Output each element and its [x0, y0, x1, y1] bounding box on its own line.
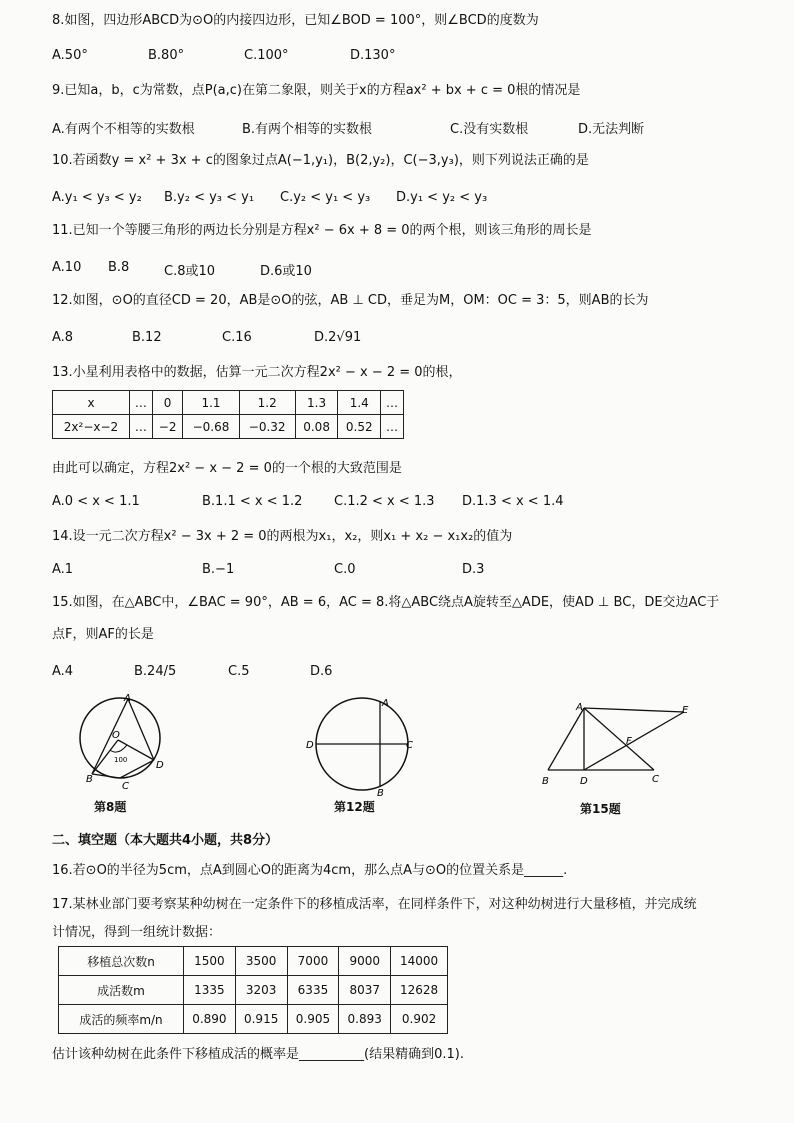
q13-table — [52, 390, 404, 439]
table-row — [53, 415, 404, 439]
q8-option-c: C.100° — [244, 48, 289, 63]
table-cell: 1500 — [184, 947, 236, 976]
q15-option-d: D.6 — [310, 664, 333, 679]
table-cell: 3203 — [235, 976, 287, 1005]
table-cell: 9000 — [339, 947, 391, 976]
table-cell: … — [381, 391, 404, 415]
q14-option-a: A.1 — [52, 562, 74, 577]
table-cell: 成活的频率m/n — [59, 1005, 184, 1034]
fig15-label-c: C — [652, 774, 659, 785]
q11-option-a: A.10 — [52, 260, 82, 275]
q8-option-a: A.50° — [52, 48, 88, 63]
q14-option-d: D.3 — [462, 562, 485, 577]
q8-option-d: D.130° — [350, 48, 396, 63]
q10-option-d: D.y₁ < y₂ < y₃ — [396, 190, 488, 205]
fig15-label-f: F — [626, 736, 632, 747]
table-cell: 0 — [152, 391, 183, 415]
q11-stem: 11.已知一个等腰三角形的两边长分别是方程x² − 6x + 8 = 0的两个根，则该三角形的周长是 — [52, 223, 592, 238]
q10-option-c: C.y₂ < y₁ < y₃ — [280, 190, 371, 205]
q9-option-b: B.有两个相等的实数根 — [242, 122, 373, 137]
table-cell: 0.915 — [235, 1005, 287, 1034]
q10-option-b: B.y₂ < y₃ < y₁ — [164, 190, 255, 205]
table-cell: −0.68 — [183, 415, 239, 439]
table-cell: 0.890 — [184, 1005, 236, 1034]
fig8-label-a: A — [124, 693, 131, 704]
q13-option-d: D.1.3 < x < 1.4 — [462, 494, 564, 509]
table-cell: 3500 — [235, 947, 287, 976]
q11-option-d: D.6或10 — [260, 264, 312, 279]
figure-15-caption: 第15题 — [580, 802, 621, 816]
table-cell: 1335 — [184, 976, 236, 1005]
fig15-label-b: B — [542, 776, 549, 787]
q17-after: 估计该种幼树在此条件下移植成活的概率是__________(结果精确到0.1). — [52, 1047, 464, 1062]
q9-stem: 9.已知a，b，c为常数，点P(a,c)在第二象限，则关于x的方程ax² + bx + c = 0根的情况是 — [52, 83, 581, 98]
q15-stem-line2: 点F，则AF的长是 — [52, 627, 154, 642]
q9-option-d: D.无法判断 — [578, 122, 645, 137]
q11-option-c: C.8或10 — [164, 264, 216, 279]
q13-option-a: A.0 < x < 1.1 — [52, 494, 140, 509]
q13-option-b: B.1.1 < x < 1.2 — [202, 494, 303, 509]
q12-stem: 12.如图，⊙O的直径CD = 20，AB是⊙O的弦，AB ⊥ CD，垂足为M，OM：OC = 3：5，则AB的长为 — [52, 293, 649, 308]
table-row — [59, 1005, 448, 1034]
fig8-label-d: D — [156, 760, 164, 771]
q8-stem: 8.如图，四边形ABCD为⊙O的内接四边形，已知∠BOD = 100°，则∠BCD的度数为 — [52, 13, 539, 28]
fig12-label-a: A — [382, 698, 389, 709]
table-cell: 1.4 — [338, 391, 381, 415]
q10-stem: 10.若函数y = x² + 3x + c的图象过点A(−1,y₁)，B(2,y₂)，C(−3,y₃)，则下列说法正确的是 — [52, 153, 589, 168]
table-cell: … — [130, 415, 153, 439]
fig8-label-angle: 100 — [114, 756, 128, 764]
fig8-label-o: O — [112, 730, 120, 741]
figure-12-caption: 第12题 — [334, 800, 375, 814]
table-cell: 12628 — [391, 976, 448, 1005]
fig15-label-d: D — [580, 776, 588, 787]
fig12-label-c: C — [406, 740, 413, 751]
table-cell: 8037 — [339, 976, 391, 1005]
q12-option-c: C.16 — [222, 330, 252, 345]
figure-8 — [70, 690, 180, 790]
table-cell: 1.3 — [295, 391, 338, 415]
table-row — [53, 391, 404, 415]
q15-option-b: B.24/5 — [134, 664, 177, 679]
q13-option-c: C.1.2 < x < 1.3 — [334, 494, 435, 509]
q17-stem-line1: 17.某林业部门要考察某种幼树在一定条件下的移植成活率，在同样条件下，对这种幼树进行大量移植，并完成统 — [52, 897, 697, 912]
fig8-label-b: B — [86, 774, 93, 785]
q8-option-b: B.80° — [148, 48, 185, 63]
fig8-label-c: C — [122, 781, 129, 790]
q10-option-a: A.y₁ < y₃ < y₂ — [52, 190, 142, 205]
table-cell: 0.893 — [339, 1005, 391, 1034]
q12-option-b: B.12 — [132, 330, 162, 345]
table-cell: 2x²−x−2 — [53, 415, 130, 439]
table-cell: x — [53, 391, 130, 415]
section-2-heading: 二、填空题（本大题共4小题，共8分） — [52, 833, 279, 848]
table-cell: 6335 — [287, 976, 339, 1005]
q13-stem: 13.小星利用表格中的数据，估算一元二次方程2x² − x − 2 = 0的根， — [52, 365, 462, 380]
table-cell: −0.32 — [239, 415, 295, 439]
table-cell: … — [381, 415, 404, 439]
q15-stem-line1: 15.如图，在△ABC中，∠BAC = 90°，AB = 6，AC = 8.将△ABC绕点A旋转至△ADE，使AD ⊥ BC，DE交边AC于 — [52, 595, 720, 610]
q15-option-a: A.4 — [52, 664, 74, 679]
table-cell: 1.2 — [239, 391, 295, 415]
table-row — [59, 976, 448, 1005]
q16-stem: 16.若⊙O的半径为5cm，点A到圆心O的距离为4cm，那么点A与⊙O的位置关系是______. — [52, 863, 568, 878]
table-cell: 0.905 — [287, 1005, 339, 1034]
table-cell: 移植总次数n — [59, 947, 184, 976]
figure-15 — [536, 700, 706, 792]
q15-option-c: C.5 — [228, 664, 250, 679]
figure-8-caption: 第8题 — [94, 800, 127, 814]
q12-option-a: A.8 — [52, 330, 74, 345]
q9-option-a: A.有两个不相等的实数根 — [52, 122, 195, 137]
table-cell: −2 — [152, 415, 183, 439]
fig15-label-a: A — [576, 702, 583, 713]
q12-option-d: D.2√91 — [314, 330, 362, 345]
q14-option-b: B.−1 — [202, 562, 235, 577]
q17-stem-line2: 计情况，得到一组统计数据： — [52, 925, 222, 940]
q17-table — [58, 946, 448, 1034]
table-row — [59, 947, 448, 976]
fig12-label-d: D — [306, 740, 314, 751]
fig15-label-e: E — [682, 705, 689, 716]
table-cell: 成活数m — [59, 976, 184, 1005]
q11-option-b: B.8 — [108, 260, 130, 275]
q9-option-c: C.没有实数根 — [450, 122, 529, 137]
q14-stem: 14.设一元二次方程x² − 3x + 2 = 0的两根为x₁，x₂，则x₁ + x₂ − x₁x₂的值为 — [52, 529, 513, 544]
table-cell: 0.52 — [338, 415, 381, 439]
table-cell: … — [130, 391, 153, 415]
fig12-label-b: B — [377, 788, 384, 796]
q14-option-c: C.0 — [334, 562, 356, 577]
table-cell: 14000 — [391, 947, 448, 976]
table-cell: 0.08 — [295, 415, 338, 439]
table-cell: 0.902 — [391, 1005, 448, 1034]
table-cell: 7000 — [287, 947, 339, 976]
figure-12 — [300, 694, 420, 796]
q13-after: 由此可以确定，方程2x² − x − 2 = 0的一个根的大致范围是 — [52, 461, 402, 476]
table-cell: 1.1 — [183, 391, 239, 415]
